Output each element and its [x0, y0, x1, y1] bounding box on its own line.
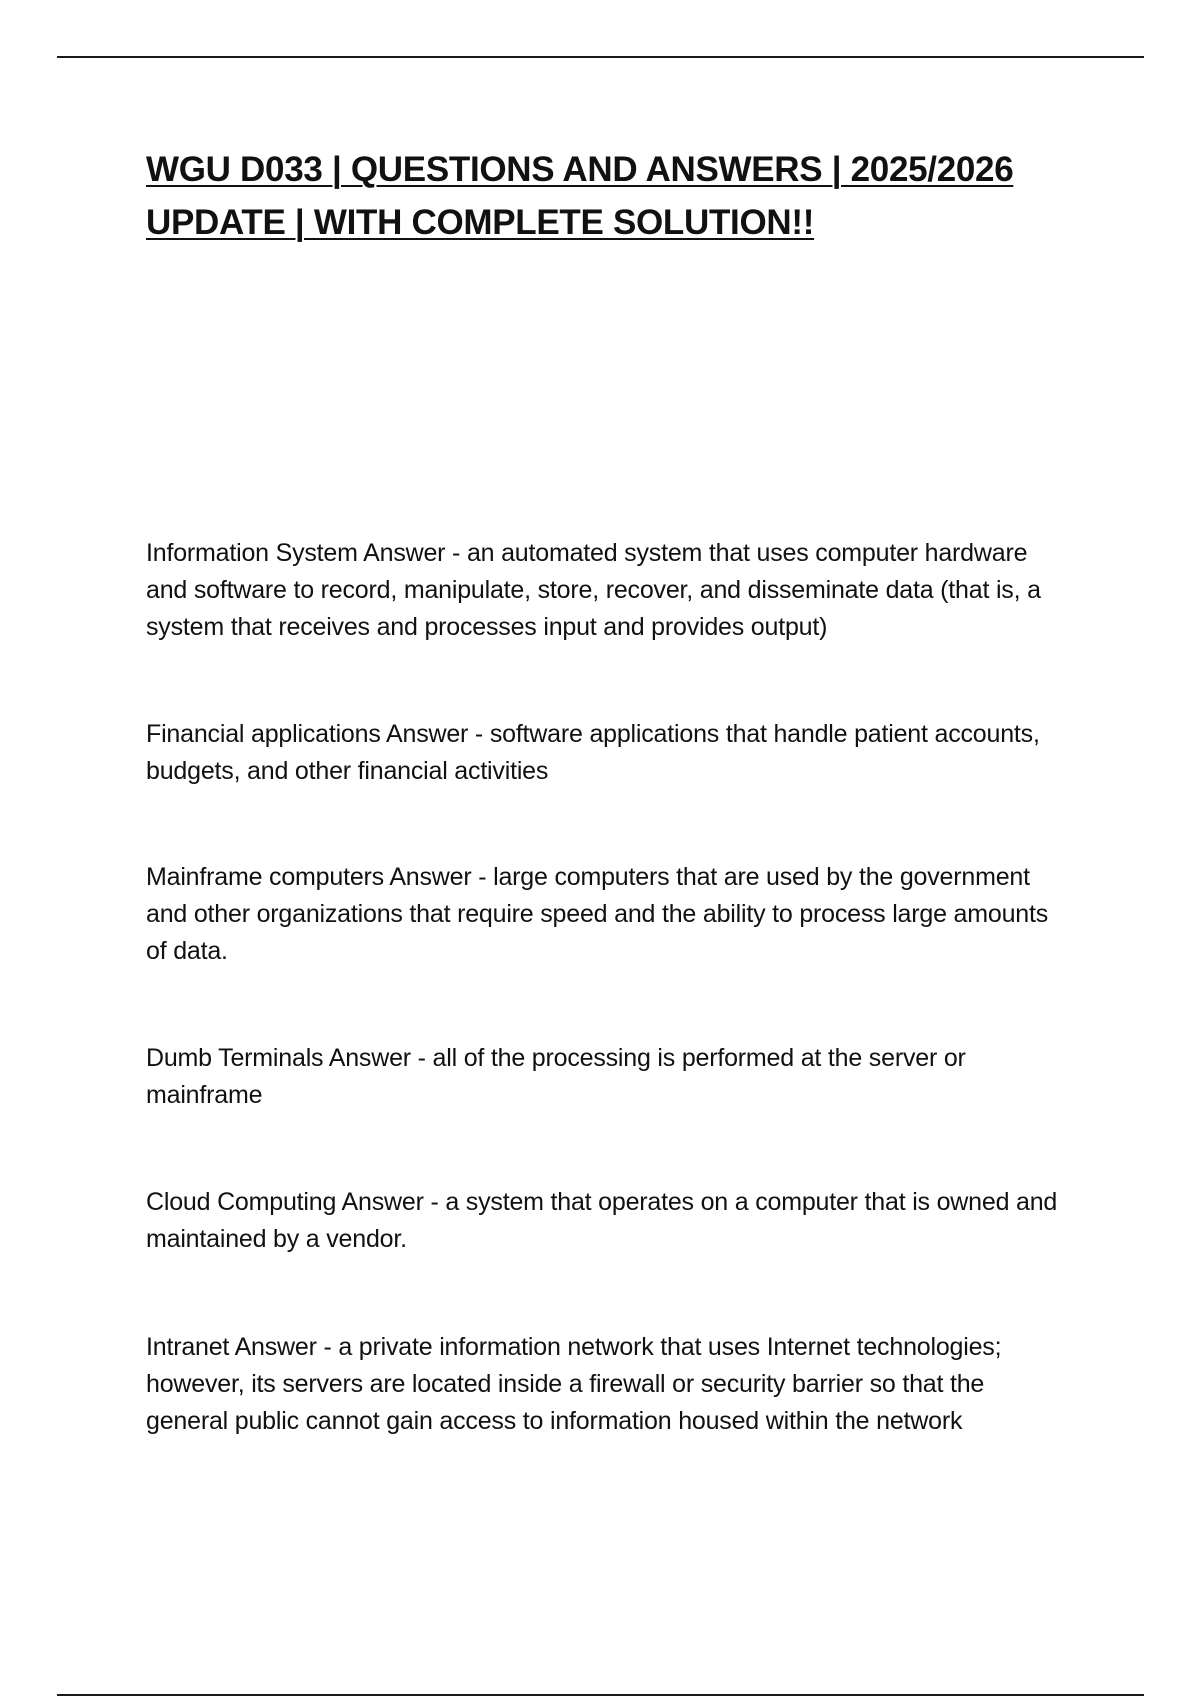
qa-item — [146, 535, 1066, 646]
document-title: WGU D033 | QUESTIONS AND ANSWERS | 2025/2026 UPDATE | WITH COMPLETE SOLUTION!! — [146, 150, 1014, 242]
qa-definition: large computers that are used by the government and other organizations that require speed and the ability to process large amounts of data. — [146, 863, 1049, 965]
qa-term: Dumb Terminals — [146, 1044, 324, 1072]
qa-item — [146, 716, 1066, 790]
bottom-divider — [57, 1694, 1144, 1696]
qa-item — [146, 1184, 1066, 1258]
answer-label: Answer - — [341, 1188, 439, 1216]
qa-term: Information System — [146, 539, 358, 567]
qa-definition: software applications that handle patient accounts, budgets, and other financial activities — [146, 720, 1040, 785]
top-divider — [57, 56, 1144, 58]
qa-definition: a private information network that uses Internet technologies; however, its servers are located inside a firewall or security barrier so that the general public cannot gain access to information housed within the network — [146, 1333, 1002, 1435]
qa-term: Financial applications — [146, 720, 381, 748]
qa-definition: all of the processing is performed at the server or mainframe — [146, 1044, 966, 1109]
qa-item — [146, 1329, 1066, 1440]
qa-item — [146, 859, 1066, 970]
qa-item — [146, 1040, 1066, 1114]
qa-definition: a system that operates on a computer that is owned and maintained by a vendor. — [146, 1188, 1058, 1253]
answer-label: Answer - — [389, 863, 487, 891]
answer-label: Answer - — [386, 720, 484, 748]
answer-label: Answer - — [363, 539, 461, 567]
qa-term: Intranet — [146, 1333, 230, 1361]
answer-label: Answer - — [328, 1044, 426, 1072]
answer-label: Answer - — [234, 1333, 332, 1361]
qa-term: Cloud Computing — [146, 1188, 337, 1216]
qa-definition: an automated system that uses computer hardware and software to record, manipulate, store, recover, and disseminate data (that is, a system that receives and processes input and provides output) — [146, 539, 1041, 641]
qa-term: Mainframe computers — [146, 863, 384, 891]
